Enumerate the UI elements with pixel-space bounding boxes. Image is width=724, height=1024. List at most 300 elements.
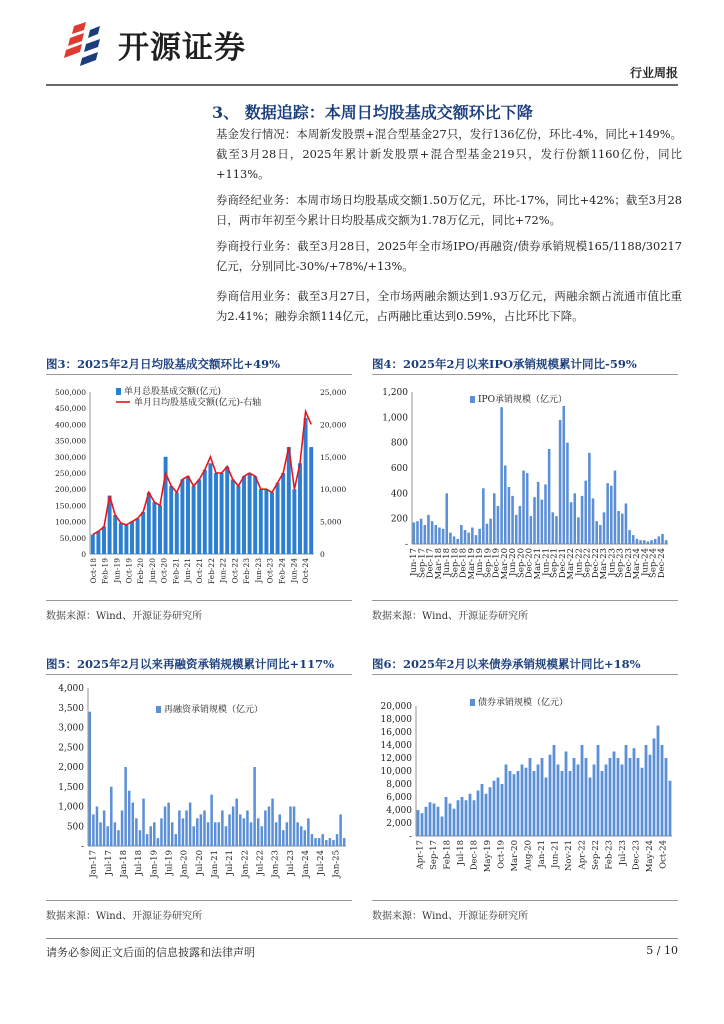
fig5-bar-13: [135, 818, 138, 846]
fig5-bar-3: [99, 822, 102, 846]
fig3-ytick-4: 200,000: [54, 485, 86, 495]
fig6-bar-32: [545, 778, 548, 837]
fig6-bar-38: [569, 771, 572, 836]
fig6-bar-19: [493, 781, 496, 836]
fig4-bar-30: [522, 471, 525, 544]
fig6-bar-27: [525, 768, 528, 836]
fig5-bar-47: [257, 818, 260, 846]
fig5-ytick-1: 500: [66, 822, 84, 833]
fig4-bar-13: [460, 525, 463, 544]
fig4-bar-57: [621, 514, 624, 544]
fig5-bar-9: [121, 810, 124, 846]
brand-name: 开源证券: [118, 30, 246, 66]
fig5-bar-56: [289, 807, 292, 847]
fig3-xtick-14: Jun-23: [253, 558, 263, 583]
fig3-ytick-2: 100,000: [54, 517, 86, 527]
fig5-bar-60: [304, 830, 307, 846]
fig4-bar-25: [504, 465, 507, 544]
fig4-rule: [372, 374, 678, 375]
fig5-bar-2: [96, 807, 99, 847]
fig6-bar-63: [669, 781, 672, 836]
fig3-bar-28: [248, 473, 252, 554]
fig4-xtick-21: Sep-22: [582, 548, 593, 578]
header-divider: [46, 84, 678, 86]
fig6-ytick-0: -: [408, 832, 412, 842]
fig6-bar-30: [537, 765, 540, 837]
fig5-bar-55: [286, 822, 289, 846]
fig6-rule: [372, 674, 678, 675]
fig6-bar-18: [489, 787, 492, 836]
fig6-bar-13: [469, 794, 472, 836]
fig4-bar-37: [548, 449, 551, 544]
fig5-ytick-2: 1,000: [58, 802, 84, 813]
fig3-bar-17: [186, 476, 190, 554]
fig3-ytick-10: 500,000: [54, 388, 86, 397]
fig4-xtick-16: Jun-21: [541, 548, 552, 577]
fig4-bar-39: [555, 516, 558, 544]
fig4-bar-45: [577, 517, 580, 544]
fig3-xtick-16: Feb-24: [277, 558, 287, 585]
fig3-ytick-right-2: 10,000: [320, 485, 347, 495]
fig6-bar-34: [553, 745, 556, 836]
fig6-bar-59: [653, 739, 656, 837]
fig5-xtick-10: Jan-22: [240, 850, 251, 878]
fig5-bar-36: [218, 822, 221, 846]
fig5-bar-44: [246, 810, 249, 846]
fig4-bar-31: [526, 473, 529, 544]
fig4-bar-56: [617, 511, 620, 544]
fig4-bar-69: [665, 540, 668, 544]
fig6-xtick-10: Jun-21: [550, 840, 561, 869]
fig6-bar-21: [501, 784, 504, 836]
fig4-bar-47: [584, 481, 587, 544]
fig3-ytick-5: 250,000: [54, 469, 86, 478]
fig4-bar-16: [471, 528, 474, 544]
fig5-ytick-8: 4,000: [58, 684, 84, 694]
fig4-bar-43: [570, 502, 573, 544]
fig6-bar-51: [621, 765, 624, 837]
fig4-xtick-5: Sep-18: [450, 548, 461, 578]
company-logo-icon: [60, 20, 120, 70]
fig4-ytick-4: 800: [390, 438, 408, 449]
fig5-xtick-13: Jul-23: [285, 850, 296, 876]
fig3-xtick-11: Jun-22: [218, 558, 228, 583]
fig5-bar-1: [92, 814, 95, 846]
fig5-bar-67: [329, 838, 332, 846]
fig5-bar-48: [261, 826, 264, 846]
report-type-tag: 行业周报: [629, 66, 678, 80]
fig4-xtick-4: Jun-18: [442, 548, 453, 577]
fig6-bar-16: [481, 784, 484, 836]
fig6-bar-36: [561, 771, 564, 836]
fig6-bar-23: [509, 771, 512, 836]
fig5-bar-33: [207, 822, 210, 846]
fig4-bar-53: [606, 483, 609, 544]
fig3-xtick-9: Oct-21: [195, 558, 204, 584]
fig6-ytick-9: 18,000: [380, 715, 412, 725]
fig5-bar-68: [332, 840, 335, 846]
fig5-xtick-0: Jan-17: [88, 850, 99, 878]
fig3-legend-swatch-0: [116, 388, 121, 395]
fig6-ytick-6: 12,000: [380, 754, 412, 764]
fig3-source: 数据来源：Wind、开源证券研究所: [46, 611, 203, 622]
fig6-bar-60: [657, 726, 660, 837]
fig4-bar-29: [519, 506, 522, 544]
fig5-bar-4: [103, 810, 106, 846]
fig6-xtick-8: Aug-20: [523, 840, 534, 871]
fig4-xtick-7: Mar-19: [466, 548, 477, 580]
fig5-bar-62: [311, 834, 314, 846]
fig6-bar-33: [549, 755, 552, 836]
fig5-bar-35: [214, 822, 217, 846]
fig6-bar-61: [661, 745, 664, 836]
fig4-xtick-29: Sep-24: [648, 548, 659, 578]
fig5-bar-69: [336, 834, 339, 846]
fig5-bar-59: [300, 826, 303, 846]
fig5-bar-17: [149, 826, 152, 846]
fig6-source: 数据来源：Wind、开源证券研究所: [372, 911, 529, 922]
fig4-bar-34: [537, 482, 540, 544]
fig6-bar-12: [465, 800, 468, 836]
fig6-rule-bottom: [372, 900, 678, 901]
fig4-legend-label-0: IPO承销规模（亿元）: [478, 395, 567, 405]
fig3-bar-11: [152, 502, 156, 554]
section-title: 3、 数据追踪：本周日均股基成交额环比下降: [212, 103, 533, 122]
fig4-xtick-18: Dec-21: [557, 548, 568, 579]
fig3-xtick-12: Oct-22: [230, 558, 240, 584]
footer-divider: [46, 938, 678, 939]
fig4-bar-62: [639, 540, 642, 544]
fig6-bar-54: [633, 748, 636, 836]
fig4-bar-6: [434, 525, 437, 544]
fig4-bar-18: [478, 529, 481, 544]
fig6-xtick-0: Apr-17: [415, 840, 426, 870]
fig5-bar-29: [192, 826, 195, 846]
fig6-chart: [372, 678, 678, 898]
fig3-ytick-3: 150,000: [54, 501, 86, 511]
fig4-bar-42: [566, 443, 569, 544]
fig4-bar-9: [445, 493, 448, 544]
fig4-xtick-19: Mar-22: [566, 548, 577, 580]
fig3-bar-0: [91, 535, 95, 554]
fig6-bar-40: [577, 765, 580, 837]
fig6-legend-swatch-0: [470, 699, 475, 706]
fig5-bar-7: [114, 822, 117, 846]
fig3-bar-23: [220, 473, 224, 554]
fig4-xtick-14: Dec-20: [524, 548, 535, 579]
fig5-xtick-9: Jul-21: [225, 850, 236, 876]
fig5-bar-11: [128, 791, 131, 846]
fig6-bar-44: [593, 765, 596, 837]
fig5-bar-15: [142, 799, 145, 846]
fig4-xtick-13: Sep-20: [516, 548, 527, 578]
fig6-bar-3: [429, 802, 432, 836]
fig5-bar-28: [189, 803, 192, 846]
fig5-xtick-1: Jul-17: [103, 850, 114, 876]
fig5-bar-46: [253, 767, 256, 846]
fig4-ytick-2: 400: [390, 489, 408, 500]
fig5-chart: [46, 678, 352, 898]
fig5-bar-42: [239, 814, 242, 846]
fig4-bar-44: [573, 493, 576, 544]
fig5-bar-8: [117, 830, 120, 846]
fig6-bar-6: [441, 817, 444, 837]
fig3-ytick-right-3: 15,000: [320, 452, 347, 462]
fig5-bar-61: [307, 818, 310, 846]
fig6-xtick-12: Apr-22: [577, 840, 588, 870]
fig3-bar-22: [214, 473, 218, 554]
fig4-bar-52: [603, 512, 606, 544]
fig5-bar-39: [228, 814, 231, 846]
fig6-xtick-7: Mar-20: [510, 840, 521, 872]
fig5-bar-0: [89, 712, 92, 846]
fig4-bar-27: [511, 496, 514, 544]
fig4-title: 图4：2025年2月以来IPO承销规模累计同比-59%: [372, 357, 637, 371]
fig6-bar-5: [437, 807, 440, 836]
fig3-xtick-7: Feb-21: [171, 558, 181, 585]
fig6-bar-42: [585, 758, 588, 836]
fig3-ytick-0: 0: [81, 550, 86, 559]
fig6-ytick-7: 14,000: [380, 741, 412, 751]
fig6-bar-57: [645, 745, 648, 836]
fig5-bar-18: [153, 822, 156, 846]
fig4-bar-41: [562, 406, 565, 544]
fig6-xtick-14: Feb-23: [604, 840, 615, 870]
fig6-bar-2: [425, 807, 428, 836]
fig5-xtick-11: Jul-22: [255, 850, 266, 876]
fig4-bar-60: [632, 535, 635, 544]
fig3-ytick-right-1: 5,000: [320, 517, 342, 527]
fig3-ytick-8: 400,000: [54, 420, 86, 430]
fig3-xtick-17: Jun-24: [289, 558, 299, 583]
fig3-bar-34: [281, 473, 285, 554]
paragraph-credit-business: 券商信用业务：截至3月27日，全市场两融余额达到1.93万亿元，两融余额占流通市值比重为2.41%；融券余额114亿元，占两融比重达到0.59%，占比环比下降。: [216, 289, 682, 323]
fig4-ytick-1: 200: [390, 514, 408, 525]
fig3-bar-4: [113, 515, 117, 554]
fig4-xtick-10: Dec-19: [491, 548, 502, 579]
fig4-bar-4: [427, 515, 430, 544]
fig4-bar-54: [610, 486, 613, 544]
fig6-bar-17: [485, 794, 488, 836]
fig5-bar-30: [196, 818, 199, 846]
fig3-ytick-right-4: 20,000: [320, 420, 347, 430]
fig3-bar-19: [197, 479, 201, 554]
fig4-xtick-24: Jun-23: [607, 548, 618, 577]
fig4-xtick-22: Dec-22: [590, 548, 601, 579]
fig6-xtick-6: Oct-19: [496, 840, 507, 869]
fig3-xtick-5: Jun-20: [147, 558, 157, 583]
fig4-xtick-28: Jun-24: [640, 548, 651, 577]
fig5-ytick-0: -: [80, 842, 84, 852]
fig6-bar-28: [529, 758, 532, 836]
fig6-bar-0: [417, 810, 420, 836]
fig4-bar-14: [464, 530, 467, 544]
fig5-rule-bottom: [46, 900, 352, 901]
fig4-xtick-25: Sep-23: [615, 548, 626, 578]
fig4-bar-21: [489, 519, 492, 544]
fig4-xtick-0: Jun-17: [409, 548, 420, 577]
fig5-bar-58: [296, 822, 299, 846]
fig3-bar-32: [270, 492, 274, 554]
fig6-bar-1: [421, 813, 424, 836]
fig3-bar-20: [203, 470, 207, 554]
fig5-bar-40: [232, 807, 235, 847]
paragraph-brokerage: 券商经纪业务：本周市场日均股基成交额1.50万亿元，环比-17%，同比+42%；截至3月28日，两市年初至今累计日均股基成交额为1.78万亿元，同比+72%。: [216, 193, 682, 227]
fig4-xtick-23: Mar-23: [599, 548, 610, 580]
fig4-bar-67: [658, 536, 661, 544]
fig6-bar-31: [541, 758, 544, 836]
fig3-legend-label-1: 单月日均股基成交额(亿元)-右轴: [134, 398, 262, 408]
fig6-xtick-18: Oct-24: [658, 840, 669, 869]
fig6-bar-46: [601, 771, 604, 836]
fig6-xtick-4: Dec-18: [469, 840, 480, 871]
fig3-bar-30: [259, 489, 263, 554]
fig6-bar-4: [433, 804, 436, 837]
fig5-bar-49: [264, 810, 267, 846]
fig5-xtick-2: Jan-18: [118, 850, 129, 878]
fig5-bar-12: [132, 803, 135, 846]
fig3-xtick-0: Oct-18: [88, 558, 98, 584]
fig6-title: 图6：2025年2月以来债券承销规模累计同比+18%: [372, 657, 641, 671]
fig5-bar-5: [106, 826, 109, 846]
fig6-bar-37: [565, 752, 568, 837]
fig6-xtick-3: Jul-18: [456, 840, 467, 866]
paragraph-investment-banking: 券商投行业务：截至3月28日，2025年全市场IPO/再融资/债券承销规模165/1188/30217亿元，分别同比-30%/+78%/+13%。: [216, 239, 682, 273]
fig6-bar-56: [641, 768, 644, 836]
fig5-bar-20: [160, 818, 163, 846]
fig6-xtick-15: Jul-23: [617, 840, 628, 866]
fig3-bar-12: [158, 505, 162, 554]
fig5-bar-16: [146, 834, 149, 846]
fig5-bar-38: [225, 826, 228, 846]
fig3-bar-37: [298, 463, 302, 554]
fig4-bar-59: [628, 530, 631, 544]
fig5-bar-45: [250, 822, 253, 846]
fig4-bar-15: [467, 533, 470, 544]
fig6-legend-label-0: 债券承销规模（亿元）: [478, 698, 569, 708]
fig4-ytick-5: 1,000: [382, 413, 408, 424]
fig6-bar-35: [557, 765, 560, 837]
fig4-bar-35: [541, 500, 544, 544]
fig3-rule-bottom: [46, 600, 352, 601]
fig6-bar-29: [533, 771, 536, 836]
fig4-bar-0: [413, 522, 416, 544]
fig3-ytick-right-5: 25,000: [320, 388, 347, 397]
fig6-bar-11: [461, 797, 464, 836]
fig4-ytick-0: -: [404, 540, 408, 550]
fig4-bar-55: [614, 471, 617, 544]
fig5-xtick-16: Jan-25: [331, 850, 342, 878]
fig5-ytick-7: 3,500: [58, 703, 84, 714]
fig3-bar-38: [304, 418, 308, 554]
fig5-bar-37: [221, 810, 224, 846]
fig4-xtick-26: Dec-23: [623, 548, 634, 579]
fig6-bar-26: [521, 765, 524, 837]
fig3-bar-31: [264, 489, 268, 554]
fig6-ytick-8: 16,000: [380, 728, 412, 738]
fig5-xtick-5: Jul-19: [164, 850, 175, 876]
fig6-bar-15: [477, 791, 480, 837]
fig4-bar-7: [438, 528, 441, 544]
fig3-xtick-2: Jun-19: [112, 558, 122, 583]
fig3-bar-18: [192, 486, 196, 554]
fig4-chart: [372, 378, 678, 598]
fig4-xtick-11: Mar-20: [499, 548, 510, 580]
fig6-bar-20: [497, 778, 500, 837]
fig6-bar-8: [449, 804, 452, 837]
fig3-bar-27: [242, 476, 246, 554]
fig5-bar-43: [243, 818, 246, 846]
fig4-xtick-8: Jun-19: [475, 548, 486, 577]
fig4-bar-66: [654, 539, 657, 544]
fig6-ytick-2: 4,000: [386, 806, 412, 816]
fig3-xtick-8: Jun-21: [183, 558, 193, 583]
fig6-bar-58: [649, 755, 652, 836]
fig5-xtick-3: Jul-18: [134, 850, 145, 876]
fig5-bar-22: [167, 803, 170, 846]
fig5-bar-10: [124, 767, 127, 846]
fig4-xtick-3: Mar-18: [433, 548, 444, 580]
fig3-bar-6: [124, 525, 128, 554]
fig4-xtick-27: Mar-24: [632, 548, 643, 580]
fig5-bar-34: [210, 795, 213, 846]
fig6-ytick-1: 2,000: [386, 819, 412, 829]
fig4-bar-46: [581, 496, 584, 544]
fig4-bar-32: [530, 516, 533, 544]
fig3-chart: [46, 378, 352, 598]
fig5-bar-14: [139, 830, 142, 846]
fig6-bar-14: [473, 800, 476, 836]
fig4-xtick-1: Sep-17: [417, 548, 428, 578]
fig6-bar-48: [609, 758, 612, 836]
fig5-bar-51: [271, 799, 274, 846]
fig4-bar-3: [424, 525, 427, 544]
fig5-bar-66: [325, 840, 328, 846]
fig6-bar-39: [573, 758, 576, 836]
fig4-ytick-3: 600: [390, 464, 408, 474]
fig3-bar-2: [102, 526, 106, 554]
fig4-bar-65: [650, 540, 653, 544]
fig5-xtick-4: Jan-19: [149, 850, 160, 878]
fig5-bar-54: [282, 830, 285, 846]
fig4-xtick-20: Jun-22: [574, 548, 585, 577]
fig5-bar-27: [185, 810, 188, 846]
fig4-bar-19: [482, 488, 485, 544]
fig3-bar-29: [253, 476, 257, 554]
fig3-bar-26: [236, 486, 240, 554]
footer-disclaimer: 请务必参阅正文后面的信息披露和法律声明: [46, 946, 255, 959]
fig3-bar-21: [208, 463, 212, 554]
fig5-bar-32: [203, 810, 206, 846]
fig5-bar-70: [339, 814, 342, 846]
fig4-bar-58: [625, 503, 628, 544]
fig6-bar-43: [589, 778, 592, 837]
fig5-xtick-7: Jul-20: [194, 850, 205, 876]
fig4-bar-12: [456, 539, 459, 544]
fig5-bar-64: [318, 838, 321, 846]
fig4-ytick-6: 1,200: [382, 388, 408, 398]
fig3-bar-39: [309, 447, 313, 554]
fig4-xtick-15: Mar-21: [533, 548, 543, 580]
fig4-bar-5: [431, 521, 434, 544]
fig5-bar-19: [157, 838, 160, 846]
fig4-bar-24: [500, 407, 503, 544]
fig3-bar-10: [147, 492, 151, 554]
fig4-bar-49: [592, 498, 595, 544]
fig4-xtick-17: Sep-21: [549, 548, 560, 578]
fig6-bar-10: [457, 800, 460, 836]
fig4-xtick-12: Jun-20: [508, 548, 519, 577]
